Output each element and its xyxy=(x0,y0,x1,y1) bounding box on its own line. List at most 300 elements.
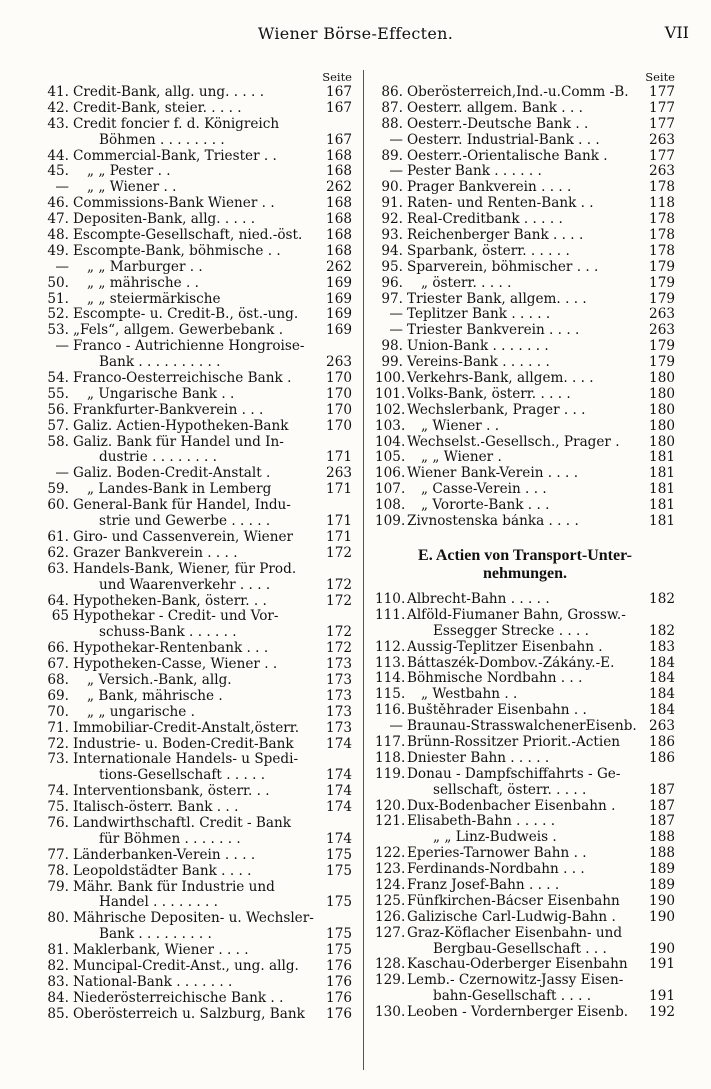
entry-title: Böhmische Nordbahn . . . xyxy=(407,671,583,687)
entry-title: Galizische Carl-Ludwig-Bahn . xyxy=(407,909,616,925)
index-entry xyxy=(375,894,675,910)
entry-number: 91. xyxy=(381,196,403,212)
entry-number xyxy=(47,768,69,784)
index-entry xyxy=(47,276,352,292)
index-entry xyxy=(47,943,352,959)
right-entry-list-transport xyxy=(375,592,675,1021)
entry-title: Lemb.- Czernowitz-Jassy Eisen- xyxy=(407,973,624,989)
index-entry xyxy=(375,592,675,608)
entry-number: 106. xyxy=(375,466,406,482)
entry-page: 169 xyxy=(326,275,352,291)
entry-number: — xyxy=(389,132,403,148)
entry-page: 168 xyxy=(326,228,352,244)
index-entry xyxy=(375,403,675,419)
entry-number: 97. xyxy=(381,291,403,307)
entry-number: — xyxy=(55,466,69,482)
index-entry xyxy=(375,450,675,466)
entry-number: 115. xyxy=(375,687,406,703)
entry-page: 192 xyxy=(649,1005,675,1021)
entry-number: 60. xyxy=(47,498,69,514)
entry-page: 178 xyxy=(649,212,675,228)
entry-number: 49. xyxy=(47,243,69,259)
entry-number: 77. xyxy=(47,847,69,863)
entry-number: 76. xyxy=(47,815,69,831)
index-entry xyxy=(375,149,675,165)
index-entry xyxy=(375,514,675,530)
entry-page: 180 xyxy=(649,371,675,387)
index-entry xyxy=(375,180,675,196)
entry-number: 96. xyxy=(381,275,403,291)
index-entry xyxy=(47,450,352,466)
entry-title: Hypothekar-Rentenbank . . . xyxy=(73,641,269,657)
entry-page: 181 xyxy=(649,482,675,498)
entry-number: 72. xyxy=(47,736,69,752)
entry-title: Bergbau-Gesellschaft . . . xyxy=(433,941,607,957)
entry-number: 126. xyxy=(375,909,406,925)
entry-number: 45. xyxy=(47,164,69,180)
entry-number: 100. xyxy=(375,371,406,387)
entry-page: 179 xyxy=(649,275,675,291)
entry-page: 170 xyxy=(326,371,352,387)
index-entry xyxy=(375,387,675,403)
entry-number: 71. xyxy=(47,720,69,736)
entry-number: 120. xyxy=(375,798,406,814)
index-entry xyxy=(375,435,675,451)
entry-title: Braunau-StrasswalchenerEisenb. xyxy=(407,719,637,735)
entry-title: Wiener Bank-Verein . . . . xyxy=(407,466,579,482)
entry-page: 168 xyxy=(326,196,352,212)
entry-page: 187 xyxy=(649,782,675,798)
index-entry xyxy=(375,164,675,180)
entry-number: 51. xyxy=(47,291,69,307)
entry-title: Credit-Bank, allg. ung. . . . . xyxy=(73,85,265,100)
entry-title: „ „ Linz-Budweis . xyxy=(433,830,557,846)
entry-number xyxy=(375,830,403,846)
entry-title: Oesterr.-Orientalische Bank . xyxy=(407,148,608,164)
entry-number: 129. xyxy=(375,973,406,989)
entry-number xyxy=(47,450,69,466)
entry-page: 189 xyxy=(649,877,675,893)
index-entry xyxy=(47,292,352,308)
entry-page: 174 xyxy=(326,736,352,752)
entry-title: Dux-Bodenbacher Eisenbahn . xyxy=(407,798,616,814)
entry-page xyxy=(651,926,675,942)
entry-number: 99. xyxy=(381,355,403,371)
index-entry xyxy=(47,260,352,276)
entry-number: 112. xyxy=(375,639,406,655)
index-entry xyxy=(375,846,675,862)
entry-page: 186 xyxy=(649,734,675,750)
index-entry xyxy=(375,783,675,799)
entry-title: Galiz. Actien-Hypotheken-Bank xyxy=(73,418,289,434)
entry-page: 173 xyxy=(326,657,352,673)
entry-title: Verkehrs-Bank, allgem. . . . xyxy=(407,371,594,387)
entry-page: 262 xyxy=(326,259,352,275)
index-entry xyxy=(375,482,675,498)
entry-page: 170 xyxy=(326,402,352,418)
entry-number: 56. xyxy=(47,402,69,418)
entry-number: 66. xyxy=(47,641,69,657)
page-number: VII xyxy=(664,23,689,42)
entry-number: 125. xyxy=(375,893,406,909)
entry-page: 168 xyxy=(326,212,352,228)
entry-number: 95. xyxy=(381,259,403,275)
index-entry xyxy=(47,705,352,721)
entry-page: 182 xyxy=(649,591,675,607)
index-entry xyxy=(47,85,352,101)
entry-page: 173 xyxy=(326,720,352,736)
entry-title: Ferdinands-Nordbahn . . . xyxy=(407,862,585,878)
entry-number: 107. xyxy=(375,482,406,498)
entry-number xyxy=(47,355,69,371)
entry-number: 65 xyxy=(51,609,69,625)
entry-title: Oesterr. allgem. Bank . . . xyxy=(407,100,583,116)
entry-title: Grazer Bankverein . . . . xyxy=(73,545,238,561)
entry-page: 263 xyxy=(649,132,675,148)
index-entry xyxy=(47,641,352,657)
entry-page: 171 xyxy=(326,529,352,545)
entry-page: 177 xyxy=(649,100,675,116)
index-entry xyxy=(375,989,675,1005)
index-entry xyxy=(47,546,352,562)
entry-title: Galiz. Bank für Handel und In- xyxy=(73,434,284,450)
entry-number: 103. xyxy=(375,418,406,434)
index-entry xyxy=(375,926,675,942)
index-entry xyxy=(47,117,352,133)
index-entry xyxy=(375,276,675,292)
entry-page: 184 xyxy=(649,655,675,671)
entry-title: Escompte-Bank, böhmische . . xyxy=(73,243,281,259)
entry-number: 57. xyxy=(47,418,69,434)
entry-title: Triester Bankverein . . . . xyxy=(407,323,580,339)
index-entry xyxy=(47,164,352,180)
entry-title: Union-Bank . . . . . . . xyxy=(407,339,549,355)
entry-number: 69. xyxy=(47,688,69,704)
entry-title: Muncipal-Credit-Anst., ung. allg. xyxy=(73,958,299,974)
entry-page: 178 xyxy=(649,180,675,196)
entry-page: 176 xyxy=(326,958,352,974)
entry-page xyxy=(328,435,352,451)
entry-number: 44. xyxy=(47,148,69,164)
entry-page: 170 xyxy=(326,418,352,434)
entry-number: 52. xyxy=(47,307,69,323)
index-entry xyxy=(375,640,675,656)
entry-title: Buštěhrader Eisenbahn . . xyxy=(407,703,587,719)
index-entry xyxy=(375,244,675,260)
entry-number: 43. xyxy=(47,116,69,132)
index-entry xyxy=(47,991,352,1007)
entry-title: „ „ steiermärkische xyxy=(87,291,221,307)
entry-number: 54. xyxy=(47,371,69,387)
entry-title: sellschaft, österr. . . . . xyxy=(433,782,587,798)
index-entry xyxy=(375,862,675,878)
entry-page: 180 xyxy=(649,386,675,402)
index-entry xyxy=(47,212,352,228)
index-entry xyxy=(375,751,675,767)
entry-title: Böhmen . . . . . . . . xyxy=(99,132,225,148)
entry-title: Kaschau-Oderberger Eisenbahn xyxy=(407,957,628,973)
entry-number: 111. xyxy=(375,607,406,623)
entry-number xyxy=(47,578,69,594)
index-entry xyxy=(47,816,352,832)
entry-page: 187 xyxy=(649,814,675,830)
entry-title: Oesterr.-Deutsche Bank . . xyxy=(407,116,589,132)
entry-title: Franco - Autrichienne Hongroise- xyxy=(73,339,305,355)
entry-number: 109. xyxy=(375,514,406,530)
entry-number: 80. xyxy=(47,911,69,927)
entry-page: 188 xyxy=(649,846,675,862)
entry-number: — xyxy=(389,307,403,323)
entry-number: — xyxy=(389,719,403,735)
entry-number: 127. xyxy=(375,925,406,941)
entry-page: 263 xyxy=(649,719,675,735)
index-entry xyxy=(47,609,352,625)
entry-page: 171 xyxy=(326,514,352,530)
entry-page: 175 xyxy=(326,895,352,911)
index-entry xyxy=(375,624,675,640)
entry-page: 173 xyxy=(326,704,352,720)
entry-number: 87. xyxy=(381,100,403,116)
entry-title: Vereins-Bank . . . . . . xyxy=(407,355,550,371)
index-entry xyxy=(47,498,352,514)
entry-title: „ Bank, mährische . xyxy=(87,688,223,704)
column-divider xyxy=(363,70,364,1070)
entry-page: 187 xyxy=(649,798,675,814)
entry-title: Teplitzer Bank . . . . . xyxy=(407,307,551,323)
entry-page: 172 xyxy=(326,625,352,641)
index-entry xyxy=(47,1007,352,1023)
entry-title: Donau - Dampfschiffahrts - Ge- xyxy=(407,766,621,782)
index-entry xyxy=(375,117,675,133)
index-entry xyxy=(47,149,352,165)
entry-title: Volks-Bank, österr. . . . . xyxy=(407,386,571,402)
entry-number: 118. xyxy=(375,750,406,766)
index-entry xyxy=(375,1005,675,1021)
entry-title: National-Bank . . . . . . . xyxy=(73,974,233,990)
entry-title: „ Versich.-Bank, allg. xyxy=(87,672,232,688)
entry-title: General-Bank für Handel, Indu- xyxy=(73,498,291,514)
entry-number: 86. xyxy=(381,85,403,100)
index-entry xyxy=(47,133,352,149)
entry-number: 84. xyxy=(47,990,69,1006)
entry-page: 167 xyxy=(326,100,352,116)
entry-title: Leopoldstädter Bank . . . . xyxy=(73,863,252,879)
index-entry xyxy=(375,973,675,989)
entry-number: 75. xyxy=(47,800,69,816)
entry-title: Credit foncier f. d. Königreich xyxy=(73,116,280,132)
entry-page xyxy=(328,911,352,927)
entry-title: Leoben - Vordernberger Eisenb. xyxy=(407,1005,629,1021)
index-entry xyxy=(47,387,352,403)
index-entry xyxy=(47,752,352,768)
entry-title: Báttaszék-Dombov.-Zákány.-E. xyxy=(407,655,615,671)
index-entry xyxy=(47,864,352,880)
index-entry xyxy=(375,703,675,719)
entry-number: 68. xyxy=(47,672,69,688)
entry-title: Landwirthschaftl. Credit - Bank xyxy=(73,815,291,831)
entry-title: „ „ Wiener . xyxy=(421,450,502,466)
right-column xyxy=(375,70,675,1021)
entry-page: 190 xyxy=(649,941,675,957)
entry-number: 105. xyxy=(375,450,406,466)
entry-page: 174 xyxy=(326,800,352,816)
index-entry xyxy=(375,656,675,672)
entry-number: 89. xyxy=(381,148,403,164)
entry-number: 93. xyxy=(381,228,403,244)
entry-title: Hypotheken-Bank, österr. . . xyxy=(73,593,267,609)
entry-page: 179 xyxy=(649,291,675,307)
entry-title: Alföld-Fiumaner Bahn, Grossw.- xyxy=(407,607,626,623)
entry-number: 104. xyxy=(375,434,406,450)
entry-number: 70. xyxy=(47,704,69,720)
entry-page: 177 xyxy=(649,116,675,132)
entry-page: 181 xyxy=(649,450,675,466)
entry-title: Wechselst.-Gesellsch., Prager . xyxy=(407,434,620,450)
entry-page: 263 xyxy=(649,164,675,180)
index-entry xyxy=(47,657,352,673)
index-entry xyxy=(375,910,675,926)
entry-title: Oesterr. Industrial-Bank . . . xyxy=(407,132,600,148)
index-entry xyxy=(375,419,675,435)
entry-number: 88. xyxy=(381,116,403,132)
entry-number: 67. xyxy=(47,657,69,673)
index-entry xyxy=(47,927,352,943)
entry-number: 47. xyxy=(47,212,69,228)
entry-page: 179 xyxy=(649,259,675,275)
entry-page: 263 xyxy=(326,355,352,371)
entry-number: 42. xyxy=(47,100,69,116)
entry-title: tions-Gesellschaft . . . . . xyxy=(99,768,266,784)
entry-title: Escompte- u. Credit-B., öst.-ung. xyxy=(73,307,299,323)
entry-number xyxy=(375,624,403,640)
index-entry xyxy=(375,814,675,830)
entry-title: „ „ Wiener . . xyxy=(87,180,177,196)
entry-page: 181 xyxy=(649,514,675,530)
entry-title: Real-Creditbank . . . . . xyxy=(407,212,563,228)
entry-title: Niederösterreichische Bank . . xyxy=(73,990,284,1006)
entry-title: Franco-Oesterreichische Bank . xyxy=(73,371,292,387)
index-entry xyxy=(375,799,675,815)
entry-page: 175 xyxy=(326,943,352,959)
entry-number: 92. xyxy=(381,212,403,228)
entry-page: 180 xyxy=(649,418,675,434)
seite-label: Seite xyxy=(645,70,675,84)
entry-page: 182 xyxy=(649,623,675,639)
entry-title: Sparbank, österr. . . . . . xyxy=(407,243,570,259)
index-entry xyxy=(375,687,675,703)
index-entry xyxy=(47,959,352,975)
entry-number: 46. xyxy=(47,196,69,212)
entry-title: Oberösterreich,Ind.-u.Comm -B. xyxy=(407,85,629,100)
entry-number: 108. xyxy=(375,498,406,514)
entry-number xyxy=(47,133,69,149)
entry-title: Fünfkirchen-Bácser Eisenbahn xyxy=(407,893,620,909)
entry-title: bahn-Gesellschaft . . . . xyxy=(433,989,592,1005)
entry-title: Galiz. Boden-Credit-Anstalt . xyxy=(73,466,271,482)
entry-title: Hypothekar - Credit- und Vor- xyxy=(73,609,279,625)
entry-number: — xyxy=(389,164,403,180)
entry-title: Handels-Bank, Wiener, für Prod. xyxy=(73,561,297,577)
seite-label: Seite xyxy=(322,70,352,84)
entry-page: 190 xyxy=(649,893,675,909)
index-entry xyxy=(47,689,352,705)
entry-title: „ „ Marburger . . xyxy=(87,259,203,275)
entry-title: „ Wiener . . xyxy=(421,418,500,434)
entry-number xyxy=(375,942,403,958)
entry-number xyxy=(47,832,69,848)
entry-page: 183 xyxy=(649,639,675,655)
entry-title: Commissions-Bank Wiener . . xyxy=(73,196,275,212)
entry-number: 79. xyxy=(47,879,69,895)
entry-title: Interventionsbank, österr. . . xyxy=(73,784,270,800)
entry-page: 263 xyxy=(649,323,675,339)
entry-page: 167 xyxy=(326,85,352,100)
index-entry xyxy=(47,307,352,323)
entry-page: 191 xyxy=(649,989,675,1005)
entry-title: Franz Josef-Bahn . . . . xyxy=(407,877,560,893)
entry-number: 81. xyxy=(47,943,69,959)
entry-page: 181 xyxy=(649,466,675,482)
index-entry xyxy=(47,625,352,641)
entry-title: Brünn-Rossitzer Priorit.-Actien xyxy=(407,734,620,750)
index-entry xyxy=(47,323,352,339)
entry-page xyxy=(328,880,352,896)
entry-title: Raten- und Renten-Bank . . xyxy=(407,196,594,212)
entry-page: 167 xyxy=(326,132,352,148)
entry-page: 175 xyxy=(326,863,352,879)
entry-title: Triester Bank, allgem. . . . xyxy=(407,291,587,307)
entry-number: 123. xyxy=(375,862,406,878)
entry-page xyxy=(651,973,675,989)
index-entry xyxy=(375,260,675,276)
entry-title: „ „ Pester . . xyxy=(87,164,171,180)
entry-number xyxy=(47,625,69,641)
entry-title: „ Casse-Verein . . . xyxy=(421,482,547,498)
entry-title: und Waarenverkehr . . . . xyxy=(99,577,271,593)
entry-title: Pester Bank . . . . . . xyxy=(407,164,542,180)
entry-title: Industrie- u. Boden-Credit-Bank xyxy=(73,736,294,752)
index-entry xyxy=(375,323,675,339)
entry-page xyxy=(328,339,352,355)
index-entry xyxy=(375,212,675,228)
entry-number: 41. xyxy=(47,85,69,100)
entry-title: Credit-Bank, steier. . . . . xyxy=(73,100,242,116)
entry-page xyxy=(651,767,675,783)
entry-page: 170 xyxy=(326,386,352,402)
index-entry xyxy=(47,911,352,927)
entry-number: 116. xyxy=(375,703,406,719)
entry-page: 176 xyxy=(326,974,352,990)
left-column xyxy=(47,70,352,1023)
entry-page: 263 xyxy=(649,307,675,323)
entry-number: 64. xyxy=(47,593,69,609)
entry-page: 180 xyxy=(649,402,675,418)
index-entry xyxy=(47,594,352,610)
entry-number: 130. xyxy=(375,1005,406,1021)
entry-number: 61. xyxy=(47,529,69,545)
entry-title: dustrie . . . . . . . . xyxy=(99,450,217,466)
index-entry xyxy=(375,339,675,355)
entry-number: 101. xyxy=(375,386,406,402)
entry-title: Bank . . . . . . . . . xyxy=(99,927,212,943)
index-entry xyxy=(47,848,352,864)
index-entry xyxy=(47,737,352,753)
entry-page: 178 xyxy=(649,243,675,259)
entry-title: Mähr. Bank für Industrie und xyxy=(73,879,275,895)
entry-page: 189 xyxy=(649,862,675,878)
index-entry xyxy=(47,768,352,784)
entry-title: „ Westbahn . . xyxy=(421,687,518,703)
